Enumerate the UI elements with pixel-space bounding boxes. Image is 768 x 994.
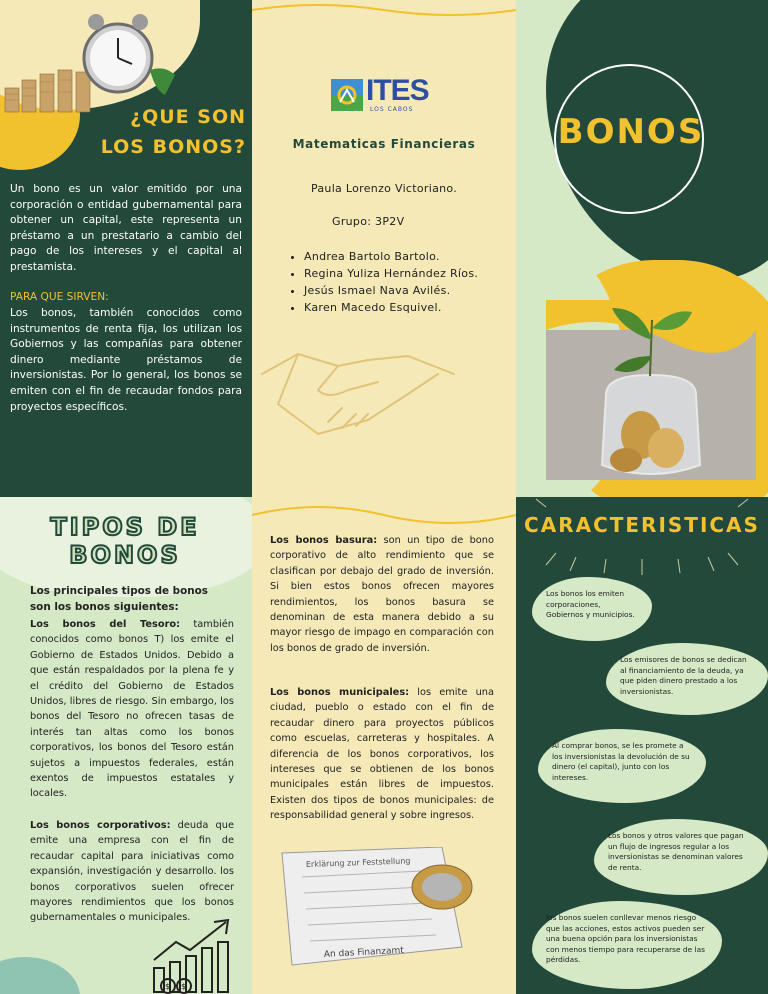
member-item: • Andrea Bartolo Bartolo. bbox=[304, 248, 478, 265]
member-item: • Regina Yuliza Hernández Ríos. bbox=[304, 265, 478, 282]
subject-title: Matematicas Financieras bbox=[292, 137, 476, 151]
panel-que-son bbox=[0, 0, 252, 497]
logo-text: ITES bbox=[366, 74, 429, 107]
growth-chart-icon bbox=[148, 916, 238, 994]
members-list bbox=[288, 248, 478, 316]
panel1-heading: ¿QUE SON LOS BONOS? bbox=[100, 106, 246, 158]
member-item: • Jesús Ismael Nava Avilés. bbox=[304, 282, 478, 299]
doc-text-1: Erklärung zur Feststellung bbox=[305, 856, 411, 869]
tipos-tesoro bbox=[30, 617, 234, 802]
panel-front-cover bbox=[516, 0, 768, 497]
decor-top-wave bbox=[252, 0, 516, 20]
panel-tipos-cont bbox=[252, 497, 516, 994]
ites-logo bbox=[330, 76, 440, 116]
group-label: Grupo: 3P2V bbox=[332, 215, 405, 228]
panel1-body: Los bonos, también conocidos como instrumentos de renta fija, los utilizan los Gobiernos y las compañías para obtener dinero mediante préstamos de inversionistas. Por lo general, los bonos se emiten con el fin de recaudar fondos para proyectos específicos. bbox=[10, 307, 242, 413]
tax-document-image bbox=[272, 847, 482, 967]
corp-text: deuda que emite una empresa con el fin de recaudar capital para iniciativas como expansión, investigación y desarrollo. los bonos corporativos suelen ofrecer mayores rendimientos que los bonos gubernamentales o municipales. bbox=[30, 820, 234, 924]
panel-tipos bbox=[0, 497, 252, 994]
panel1-intro: Un bono es un valor emitido por una corporación o entidad gubernamental para obtener un capital, este representa un préstamo a un prestatario a cambio del pago de los intereses y el capital al prestamista. bbox=[10, 183, 242, 273]
feature-bubble-3: Al comprar bonos, se les promete a los inversionistas la devolución de su dinero (el capital), junto con los intereses. bbox=[538, 729, 706, 803]
panel-caracteristicas bbox=[516, 497, 768, 994]
svg-text:$: $ bbox=[165, 982, 171, 991]
teacher-name: Paula Lorenzo Victoriano. bbox=[310, 182, 458, 195]
basura-text: son un tipo de bono corporativo de alto rendimiento que se clasifican por debajo del grado de inversión. Si bien estos bonos ofrecen mayores rendimientos, los bonos basura se denominan de esta manera debido a su mayor riesgo de impago en comparación con los bonos de grado de inversión. bbox=[270, 535, 495, 654]
caracteristicas-title: CARACTERISTICAS bbox=[524, 513, 760, 537]
bonos-basura bbox=[270, 533, 494, 656]
basura-label: Los bonos basura: bbox=[270, 535, 378, 546]
logo-subtext: LOS CABOS bbox=[370, 106, 414, 113]
tipos-corporativos bbox=[30, 818, 234, 926]
feature-bubble-2: Los emisores de bonos se dedican al financiamiento de la deuda, ya que piden dinero prestado a los inversionistas. bbox=[606, 643, 768, 715]
panel1-subheading: PARA QUE SIRVEN: bbox=[10, 291, 109, 303]
handshake-icon bbox=[258, 334, 458, 444]
feature-bubble-5: los bonos suelen conllevar menos riesgo que las acciones, estos activos pueden ser una buena opción para los inversionistas con menos tiempo para recuperarse de las pérdidas. bbox=[532, 901, 722, 989]
decor-wave bbox=[252, 501, 516, 525]
svg-text:$: $ bbox=[181, 982, 187, 991]
panel-cover-info bbox=[252, 0, 516, 497]
feature-bubble-1: Los bonos los emiten corporaciones, Gobiernos y municipios. bbox=[532, 577, 652, 641]
corp-label: Los bonos corporativos: bbox=[30, 820, 171, 831]
tesoro-text: también conocidos como bonos T) los emite el Gobierno de Estados Unidos. Debido a que están respaldados por la plena fe y el crédito del Gobierno de Estados Unidos, libres de riesgo. Sin embargo, los bonos del Tesoro no ofrecen tasas de interés tan altas como los bonos corporativos, los bonos del Tesoro están sujetos a impuestos federales, están exentos de impuestos estatales y locales. bbox=[30, 619, 234, 800]
decor-rays bbox=[516, 497, 768, 577]
logo-gear-icon bbox=[330, 78, 364, 112]
tesoro-label: Los bonos del Tesoro: bbox=[30, 619, 181, 630]
bonos-municipales bbox=[270, 685, 494, 824]
tipos-lead: Los principales tipos de bonos son los bonos siguientes: bbox=[30, 585, 208, 613]
jar-plant-image bbox=[546, 300, 756, 480]
doc-text-2: An das Finanzamt bbox=[323, 945, 405, 960]
muni-text: los emite una ciudad, pueblo o estado con el fin de recaudar dinero para proyectos públicos como escuelas, carreteras y hospitales. A diferencia de los bonos corporativos, los intereses que se obtienen de los bonos municipales están libres de impuestos. Existen dos tipos de bonos municipales: de responsabilidad general y sobre ingresos. bbox=[270, 687, 494, 822]
muni-label: Los bonos municipales: bbox=[270, 687, 410, 698]
feature-bubble-4: Los bonos y otros valores que pagan un flujo de ingresos regular a los inversionistas se denominan valores de renta. bbox=[594, 819, 768, 895]
tipos-title: TIPOS DE BONOS bbox=[50, 513, 200, 569]
decor-blue-blob bbox=[0, 957, 80, 994]
member-item: • Karen Macedo Esquivel. bbox=[304, 299, 478, 316]
front-title: BONOS bbox=[557, 112, 705, 152]
